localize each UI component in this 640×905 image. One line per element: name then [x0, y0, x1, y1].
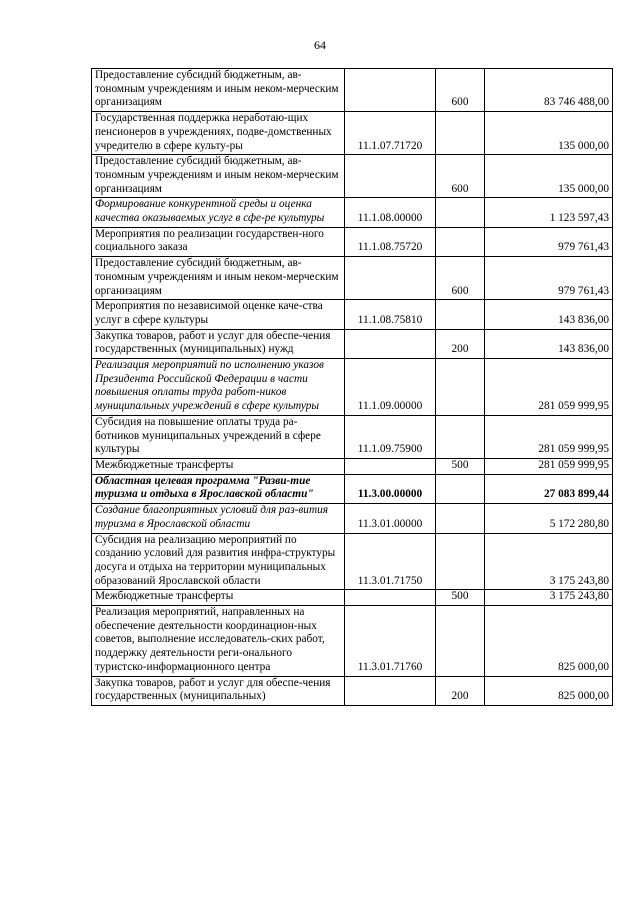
row-kind-cell	[436, 300, 485, 329]
row-code-cell: 11.3.01.71750	[345, 533, 436, 590]
row-code-cell: 11.3.01.71760	[345, 606, 436, 677]
table-row	[92, 474, 613, 503]
row-name-cell: Межбюджетные трансферты	[92, 590, 345, 606]
table-row	[92, 458, 613, 474]
row-code-cell	[345, 590, 436, 606]
row-kind-cell	[436, 474, 485, 503]
row-amount-cell: 27 083 899,44	[485, 474, 613, 503]
row-name-cell: Реализация мероприятий по исполнению указов Президента Российской Федерации в части повышения оплаты труда работ-ников муниципальных учреждений в сфере культуры	[92, 359, 345, 416]
row-amount-cell: 979 761,43	[485, 227, 613, 256]
budget-table	[91, 68, 613, 706]
row-amount-cell: 3 175 243,80	[485, 533, 613, 590]
table-row	[92, 329, 613, 358]
row-kind-cell: 200	[436, 329, 485, 358]
row-amount-cell: 83 746 488,00	[485, 69, 613, 112]
table-row	[92, 676, 613, 705]
table-row	[92, 69, 613, 112]
row-kind-cell	[436, 112, 485, 155]
row-code-cell	[345, 257, 436, 300]
row-name-cell: Мероприятия по независимой оценке каче-ства услуг в сфере культуры	[92, 300, 345, 329]
row-code-cell: 11.1.08.75810	[345, 300, 436, 329]
row-code-cell: 11.3.01.00000	[345, 504, 436, 533]
row-name-cell: Областная целевая программа "Разви-тие туризма и отдыха в Ярославской области"	[92, 474, 345, 503]
row-name-cell: Формирование конкурентной среды и оценка качества оказываемых услуг в сфе-ре культуры	[92, 198, 345, 227]
budget-table-body	[92, 69, 613, 706]
table-row	[92, 415, 613, 458]
table-row	[92, 112, 613, 155]
row-amount-cell: 281 059 999,95	[485, 359, 613, 416]
row-name-cell: Реализация мероприятий, направленных на обеспечение деятельности координацион-ных советов, выполнение исследователь-ских работ, поддержку деятельности реги-онального туристско-информационного центра	[92, 606, 345, 677]
row-kind-cell	[436, 359, 485, 416]
table-row	[92, 300, 613, 329]
row-name-cell: Межбюджетные трансферты	[92, 458, 345, 474]
row-amount-cell: 825 000,00	[485, 676, 613, 705]
table-row	[92, 590, 613, 606]
table-row	[92, 257, 613, 300]
row-amount-cell: 143 836,00	[485, 329, 613, 358]
row-code-cell: 11.1.07.71720	[345, 112, 436, 155]
table-row	[92, 155, 613, 198]
table-row	[92, 198, 613, 227]
row-name-cell: Субсидия на реализацию мероприятий по созданию условий для развития инфра-структуры досуга и отдыха на территории муниципальных образований Ярославской области	[92, 533, 345, 590]
row-kind-cell	[436, 227, 485, 256]
row-name-cell: Закупка товаров, работ и услуг для обеспе-чения государственных (муниципальных) нужд	[92, 329, 345, 358]
row-amount-cell: 5 172 280,80	[485, 504, 613, 533]
table-row	[92, 359, 613, 416]
row-kind-cell: 500	[436, 458, 485, 474]
row-kind-cell: 600	[436, 155, 485, 198]
row-amount-cell: 143 836,00	[485, 300, 613, 329]
row-code-cell: 11.3.00.00000	[345, 474, 436, 503]
page-number: 64	[314, 38, 326, 52]
table-row	[92, 533, 613, 590]
row-name-cell: Предоставление субсидий бюджетным, ав-тономным учреждениям и иным неком-мерческим организациям	[92, 69, 345, 112]
row-code-cell: 11.1.09.00000	[345, 359, 436, 416]
row-kind-cell	[436, 198, 485, 227]
row-kind-cell: 600	[436, 69, 485, 112]
row-amount-cell: 825 000,00	[485, 606, 613, 677]
row-code-cell: 11.1.09.75900	[345, 415, 436, 458]
row-kind-cell	[436, 504, 485, 533]
row-name-cell: Создание благоприятных условий для раз-вития туризма в Ярославской области	[92, 504, 345, 533]
row-code-cell	[345, 676, 436, 705]
row-name-cell: Субсидия на повышение оплаты труда ра-ботников муниципальных учреждений в сфере культуры	[92, 415, 345, 458]
row-amount-cell: 3 175 243,80	[485, 590, 613, 606]
row-code-cell: 11.1.08.00000	[345, 198, 436, 227]
row-kind-cell	[436, 533, 485, 590]
row-amount-cell: 135 000,00	[485, 112, 613, 155]
row-name-cell: Предоставление субсидий бюджетным, ав-тономным учреждениям и иным неком-мерческим организациям	[92, 257, 345, 300]
row-code-cell	[345, 458, 436, 474]
row-code-cell	[345, 329, 436, 358]
row-name-cell: Закупка товаров, работ и услуг для обеспе-чения государственных (муниципальных)	[92, 676, 345, 705]
row-code-cell	[345, 155, 436, 198]
row-code-cell	[345, 69, 436, 112]
row-name-cell: Государственная поддержка неработаю-щих пенсионеров в учреждениях, подве-домственных учредителю в сфере культу-ры	[92, 112, 345, 155]
row-amount-cell: 135 000,00	[485, 155, 613, 198]
row-amount-cell: 1 123 597,43	[485, 198, 613, 227]
row-amount-cell: 281 059 999,95	[485, 458, 613, 474]
row-name-cell: Предоставление субсидий бюджетным, ав-тономным учреждениям и иным неком-мерческим организациям	[92, 155, 345, 198]
row-kind-cell: 600	[436, 257, 485, 300]
table-row	[92, 504, 613, 533]
row-kind-cell: 500	[436, 590, 485, 606]
row-amount-cell: 979 761,43	[485, 257, 613, 300]
table-row	[92, 606, 613, 677]
row-amount-cell: 281 059 999,95	[485, 415, 613, 458]
row-code-cell: 11.1.08.75720	[345, 227, 436, 256]
table-row	[92, 227, 613, 256]
row-kind-cell	[436, 415, 485, 458]
row-name-cell: Мероприятия по реализации государствен-ного социального заказа	[92, 227, 345, 256]
row-kind-cell	[436, 606, 485, 677]
row-kind-cell: 200	[436, 676, 485, 705]
